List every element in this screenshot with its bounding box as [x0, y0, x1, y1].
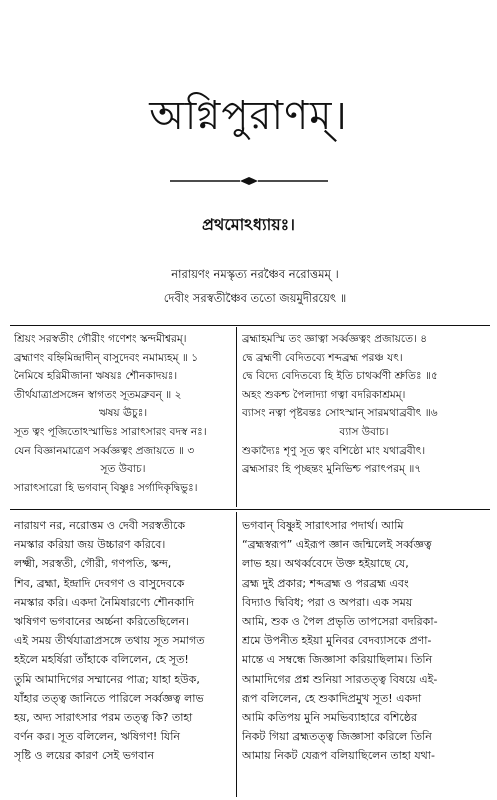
- verse-line: সূত ত্বং পূজিতোঽস্মাভিঃ সারাৎসারং বদস্ব নঃ।: [14, 425, 207, 438]
- translation-line: আমি কতিপয় মুনি সমভিব্যাহারে বশিষ্ঠের: [242, 710, 418, 724]
- verse-line: অহং শুকশ্চ পৈলাদ্যা গত্বা বদরিকাশ্রমম্।: [242, 388, 406, 401]
- verse-line: ব্রহ্মসারং হি পৃচ্ছন্তং মুনিভিশ্চ পরাৎপরম্ ॥৭: [242, 463, 422, 476]
- translation-line: আমায় নিকট যেরূপ বলিয়াছিলেন তাহা যথা-: [242, 749, 435, 763]
- translation-left-column: [14, 516, 232, 798]
- speaker-label: সূত উবাচ।: [100, 463, 146, 476]
- speaker-label: ঋষয় ঊচুঃ।: [98, 407, 148, 420]
- translation-line: শিব, ব্রহ্মা, ইন্দ্রাদি দেবগণ ও বাসুদেবকে: [14, 576, 185, 590]
- translation-line: হয়, অদ্য সারাৎসার পরম তত্ত্ব কি? তাহা: [14, 710, 193, 724]
- translation-line: নমস্কার করিয়া জয় উচ্চারণ করিবে।: [14, 538, 166, 552]
- page-title: অগ্নিপুরাণম্।: [149, 93, 348, 139]
- invocation-verse: [40, 262, 470, 310]
- top-rule: [10, 325, 490, 326]
- chapter-heading: প্রথমোঽধ্যায়ঃ।: [202, 215, 295, 234]
- translation-line: আমাদিগের প্রশ্ন শুনিয়া সারতত্ত্ব বিষয়ে এই-: [242, 672, 438, 686]
- translation-line: হইলে মহর্ষিরা তাঁহাকে বলিলেন, হে সূত!: [14, 653, 189, 667]
- translation-line: সৃষ্টি ও লয়ের কারণ সেই ভগবান: [14, 749, 155, 763]
- sanskrit-left-column: [14, 330, 232, 506]
- verse-line: যেন বিজ্ঞানমাত্রেণ সর্ব্বজ্ঞত্বং প্রজায়তে ॥ ৩: [14, 444, 195, 457]
- translation-line: রূপ বলিলেন, হে শুকাদিপ্রমুখ সূত! একদা: [242, 691, 422, 705]
- translation-line: এই সময় তীর্থযাত্রাপ্রসঙ্গে তথায় সূত সমাগত: [14, 634, 205, 648]
- verse-line: নৈমিষে হরিমীজানা ঋষয়ঃ শৌনকাদয়ঃ।: [14, 370, 178, 383]
- verse-line: ব্রহ্মাহমস্মি তং জ্ঞাত্বা সর্ব্বজ্ঞত্বং প্রজায়তে। ৪: [242, 333, 428, 345]
- verse-line: শ্রিয়ং সরস্বতীং গৌরীং গণেশং স্কন্দমীশ্বরম্।: [14, 333, 187, 345]
- translation-line: বর্ণন কর। সূত বলিলেন, ঋষিগণ! যিনি: [14, 730, 180, 744]
- verse-line: সারাৎসারো হি ভগবান্ বিষ্ণুঃ সর্গাদিকৃদ্বিভুঃ।: [14, 481, 198, 494]
- invocation-line: দেবীং সরস্বতীঞ্চৈব ততো জয়মুদীরয়েৎ ॥: [163, 291, 347, 305]
- verse-line: ব্রহ্মাণং বহ্নিমিন্দ্রাদীন্ বাসুদেবং নমাম্যহম্ ॥ ১: [14, 351, 199, 364]
- translation-line: “ব্রহ্মস্বরূপ” এইরূপ জ্ঞান জন্মিলেই সর্ব্বজ্ঞত্ব: [242, 538, 432, 552]
- sanskrit-column-divider: [236, 327, 237, 507]
- translation-line: শ্রমে উপনীত হইয়া মুনিবর বেদব্যাসকে প্রণা-: [242, 634, 432, 648]
- translation-line: ব্রহ্ম দুই প্রকার; শব্দব্রহ্ম ও পরব্রহ্ম এবং: [242, 576, 409, 590]
- middle-rule: [10, 509, 490, 510]
- translation-line: নমস্কার করি। একদা নৈমিষারণ্যে শৌনকাদি: [14, 595, 195, 609]
- translation-line: বিদ্যাও দ্বিবিধ; পরা ও অপরা। এক সময়: [242, 595, 413, 609]
- speaker-label: ব্যাস উবাচ।: [339, 425, 389, 438]
- translation-line: আমি, শুক ও পৈল প্রভৃতি তাপসেরা বদরিকা-: [242, 614, 438, 628]
- translation-line: ঋষিগণ ভগবানের অর্চ্চনা করিতেছিলেন।: [14, 614, 190, 628]
- verse-line: ব্যাসং নত্বা পৃষ্টবন্তঃ সোঽস্মান্ সারমথাব্রবীৎ ॥৬: [242, 407, 438, 420]
- translation-line: নারায়ণ নর, নরোত্তম ও দেবী সরস্বতীকে: [14, 519, 186, 532]
- verse-line: দ্বে ব্রহ্মণী বেদিতব্যে শব্দব্রহ্ম পরঞ্চ যৎ।: [242, 351, 403, 364]
- ornament-divider-icon: [170, 176, 328, 186]
- invocation-line: নারায়ণং নমস্কৃত্য নরঞ্চৈব নরোত্তমম্ ।: [171, 267, 339, 281]
- translation-line: তুমি আমাদিগের সম্মানের পাত্র; যাহা হউক,: [14, 672, 200, 686]
- bengali-column-divider: [236, 512, 237, 797]
- translation-right-column: [242, 516, 486, 798]
- sanskrit-right-column: [242, 330, 486, 506]
- translation-line: যাঁহার তত্ত্ব জানিতে পারিলে সর্ব্বজ্ঞত্ব লাভ: [14, 691, 204, 705]
- verse-line: দ্বে বিদ্যে বেদিতব্যে হি ইতি চাথর্ব্বণী শ্রুতিঃ ॥৫: [242, 370, 438, 383]
- verse-line: শুকাদ্যৈঃ শৃণু সূত ত্বং বশিষ্ঠো মাং যথাব্রবীৎ।: [242, 444, 426, 457]
- translation-line: ভগবান্ বিষ্ণুই সারাৎসার পদার্থ। আমি: [242, 519, 404, 532]
- translation-line: মান্তে এ সম্বন্ধে জিজ্ঞাসা করিয়াছিলাম। তিনি: [242, 653, 433, 667]
- translation-line: লাভ হয়। অথর্ব্ববেদে উক্ত হইয়াছে যে,: [242, 557, 409, 571]
- verse-line: তীর্থযাত্রাপ্রসঙ্গেন স্বাগতং সূতমব্রুবন্ ॥ ২: [14, 388, 182, 401]
- translation-line: নিকট গিয়া ব্রহ্মতত্ত্ব জিজ্ঞাসা করিলে তিনি: [242, 730, 432, 744]
- translation-line: লক্ষ্মী, সরস্বতী, গৌরী, গণপতি, স্কন্দ,: [14, 557, 172, 571]
